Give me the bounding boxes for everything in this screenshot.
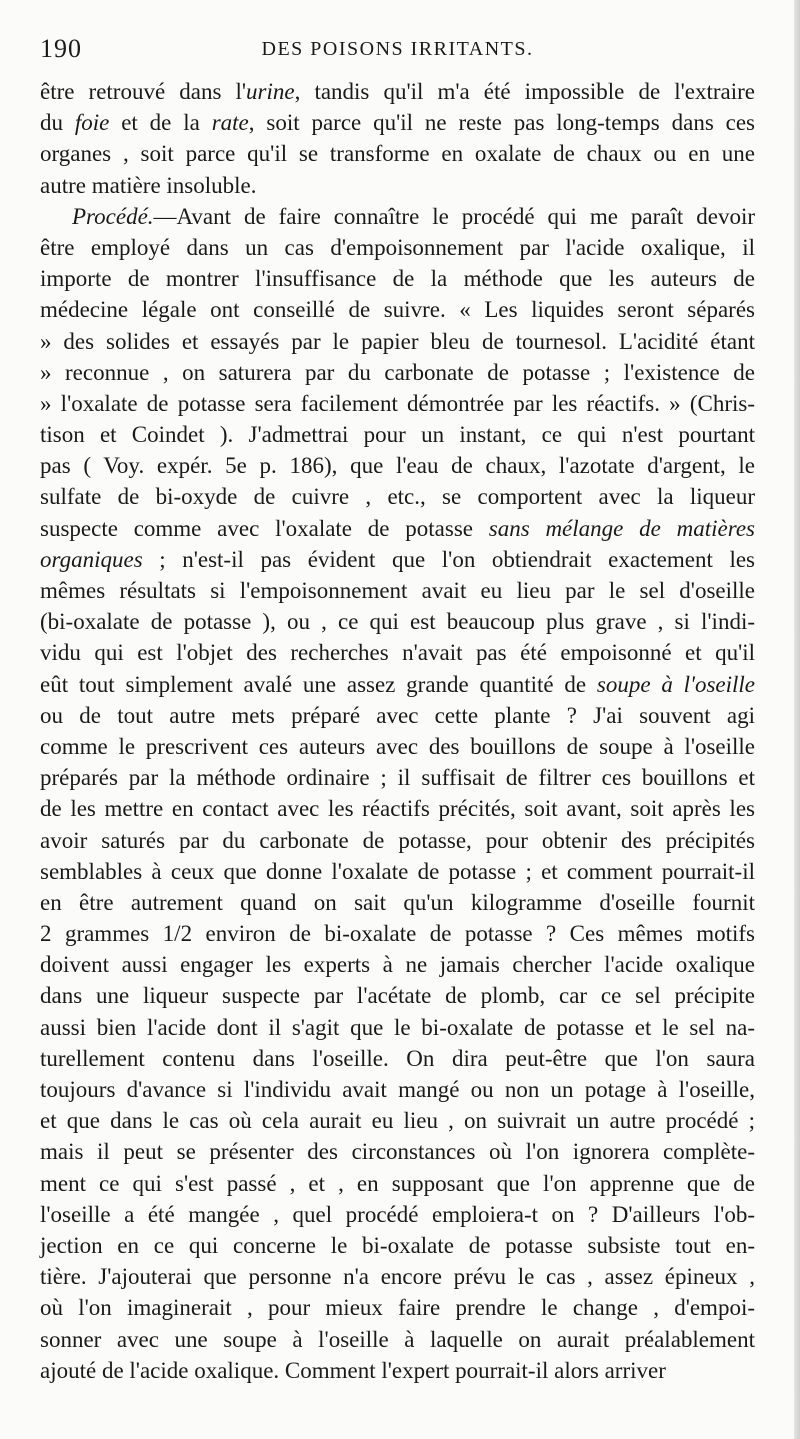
text-line: [40, 700, 755, 731]
text-line: [40, 450, 755, 481]
text-run: en être autrement quand on sait qu'un kilogramme d'oseille fournit: [40, 889, 755, 915]
running-title: DES POISONS IRRITANTS.: [261, 38, 534, 60]
text-line: [40, 1043, 755, 1074]
text-run: du: [40, 110, 75, 136]
text-run: mais il peut se présenter des circonstances où l'on ignorera complète-: [40, 1139, 755, 1165]
page-edge-shadow: [794, 0, 800, 1439]
text-run: l'oseille a été mangée , quel procédé emploiera-t on ? D'ailleurs l'ob-: [40, 1201, 755, 1227]
text-line: [40, 887, 755, 918]
text-run: » l'oxalate de potasse sera facilement démontrée par les réactifs. » (Chris-: [40, 390, 755, 416]
text-line: [40, 388, 755, 419]
text-line: [40, 1230, 755, 1261]
text-line: [40, 1355, 755, 1386]
italic-text: urine: [246, 79, 295, 104]
text-line: [40, 731, 755, 762]
text-run: 2 grammes 1/2 environ de bi-oxalate de potasse ? Ces mêmes motifs: [40, 921, 755, 947]
text-run: , tandis qu'il m'a été impossible de l'extraire: [294, 79, 755, 104]
text-run: toujours d'avance si l'individu avait mangé ou non un potage à l'oseille,: [40, 1077, 755, 1102]
text-line: [40, 575, 755, 606]
body-text: [40, 76, 755, 1386]
text-line: [40, 1012, 755, 1043]
text-run: semblables à ceux que donne l'oxalate de potasse ; et comment pourrait-il: [40, 858, 755, 884]
italic-text: foie: [74, 110, 110, 136]
text-run: importe de montrer l'insuffisance de la méthode que les auteurs de: [40, 266, 755, 292]
italic-text: Procédé.: [72, 203, 154, 229]
text-run: mêmes résultats si l'empoisonnement avait eu lieu par le sel d'oseille: [40, 578, 755, 603]
text-run: être employé dans un cas d'empoisonnement par l'acide oxalique, il: [40, 234, 755, 260]
text-run: comme le prescrivent ces auteurs avec des bouillons de soupe à l'oseille: [40, 733, 755, 759]
text-line: [40, 263, 755, 294]
text-run: de les mettre en contact avec les réactifs précités, soit avant, soit après les: [40, 796, 755, 822]
text-run: , soit parce qu'il ne reste pas long-temps dans ces: [248, 110, 755, 136]
text-line: [40, 793, 755, 824]
text-line: [40, 949, 755, 980]
text-run: tière. J'ajouterai que personne n'a encore prévu le cas , assez épineux ,: [40, 1264, 755, 1290]
text-line: [40, 419, 755, 450]
text-run: ; n'est-il pas évident que l'on obtiendrait exactement les: [142, 546, 755, 572]
text-run: vidu qui est l'objet des recherches n'avait pas été empoisonné et qu'il: [40, 640, 755, 666]
text-run: pas ( Voy. expér. 5e p. 186), que l'eau de chaux, l'azotate d'argent, le: [40, 453, 755, 479]
text-run: tison et Coindet ). J'admettrai pour un instant, ce qui n'est pourtant: [40, 422, 755, 448]
text-run: doivent aussi engager les experts à ne jamais chercher l'acide oxalique: [40, 952, 755, 978]
text-run: dans une liqueur suspecte par l'acétate de plomb, car ce sel précipite: [40, 983, 755, 1009]
text-run: (bi-oxalate de potasse ), ou , ce qui est beaucoup plus grave , si l'indi-: [40, 609, 755, 635]
text-run: ou de tout autre mets préparé avec cette plante ? J'ai souvent agi: [40, 702, 755, 728]
text-run: et de la: [109, 110, 212, 136]
text-run: ajouté de l'acide oxalique. Comment l'expert pourrait-il alors arriver: [40, 1357, 666, 1383]
text-line: [40, 138, 755, 169]
text-line: [40, 232, 755, 263]
text-run: avoir saturés par du carbonate de potasse, pour obtenir des précipités: [40, 827, 755, 853]
page-number: 190: [40, 34, 82, 63]
text-line: [40, 762, 755, 793]
text-line: [40, 513, 755, 544]
text-line: [40, 107, 755, 138]
text-run: aussi bien l'acide dont il s'agit que le bi-oxalate de potasse et le sel na-: [40, 1014, 755, 1040]
text-line: [40, 1199, 755, 1230]
text-line: [40, 326, 755, 357]
text-line: [40, 1292, 755, 1323]
text-line: [40, 669, 755, 700]
italic-text: organiques: [40, 546, 143, 572]
text-line: [40, 1105, 755, 1136]
text-run: ment ce qui s'est passé , et , en supposant que l'on apprenne que de: [40, 1170, 755, 1196]
text-line: [40, 1074, 755, 1105]
text-line: [40, 1168, 755, 1199]
text-run: autre matière insoluble.: [40, 172, 257, 198]
page-header: [40, 30, 755, 70]
text-line: [40, 637, 755, 668]
text-line: [40, 606, 755, 637]
text-line: [40, 856, 755, 887]
text-run: médecine légale ont conseillé de suivre. « Les liquides seront séparés: [40, 297, 755, 323]
text-line: [40, 1261, 755, 1292]
text-line: [40, 170, 755, 201]
text-line: [40, 544, 755, 575]
text-run: jection en ce qui concerne le bi-oxalate de potasse subsiste tout en-: [40, 1232, 755, 1258]
italic-text: soupe à l'oseille: [596, 671, 755, 697]
text-line: [40, 980, 755, 1011]
italic-text: rate: [211, 110, 249, 136]
text-run: et que dans le cas où cela aurait eu lieu , on suivrait un autre procédé ;: [40, 1108, 755, 1134]
text-line: [40, 918, 755, 949]
text-run: eût tout simplement avalé une assez grande quantité de: [40, 671, 597, 697]
text-line: [40, 481, 755, 512]
italic-text: sans mélange de matières: [488, 515, 755, 541]
text-run: organes , soit parce qu'il se transforme en oxalate de chaux ou en une: [40, 141, 755, 167]
text-line: [40, 294, 755, 325]
text-run: » reconnue , on saturera par du carbonate de potasse ; l'existence de: [40, 359, 755, 385]
text-run: sonner avec une soupe à l'oseille à laquelle on aurait préalablement: [40, 1326, 755, 1352]
text-line: [40, 357, 755, 388]
text-run: où l'on imaginerait , pour mieux faire prendre le change , d'empoi-: [40, 1295, 755, 1321]
text-line: [40, 1324, 755, 1355]
text-run: suspecte comme avec l'oxalate de potasse: [40, 515, 489, 541]
text-run: » des solides et essayés par le papier bleu de tournesol. L'acidité étant: [40, 328, 755, 354]
text-run: préparés par la méthode ordinaire ; il suffisait de filtrer ces bouillons et: [40, 765, 755, 791]
text-run: turellement contenu dans l'oseille. On dira peut-être que l'on saura: [40, 1045, 755, 1071]
text-run: être retrouvé dans l': [40, 79, 247, 104]
text-run: sulfate de bi-oxyde de cuivre , etc., se comportent avec la liqueur: [40, 484, 755, 510]
text-run: —Avant de faire connaître le procédé qui me paraît devoir: [153, 203, 755, 229]
text-line: [40, 76, 755, 107]
text-line: [40, 825, 755, 856]
text-line: [40, 201, 755, 232]
text-line: [40, 1136, 755, 1167]
